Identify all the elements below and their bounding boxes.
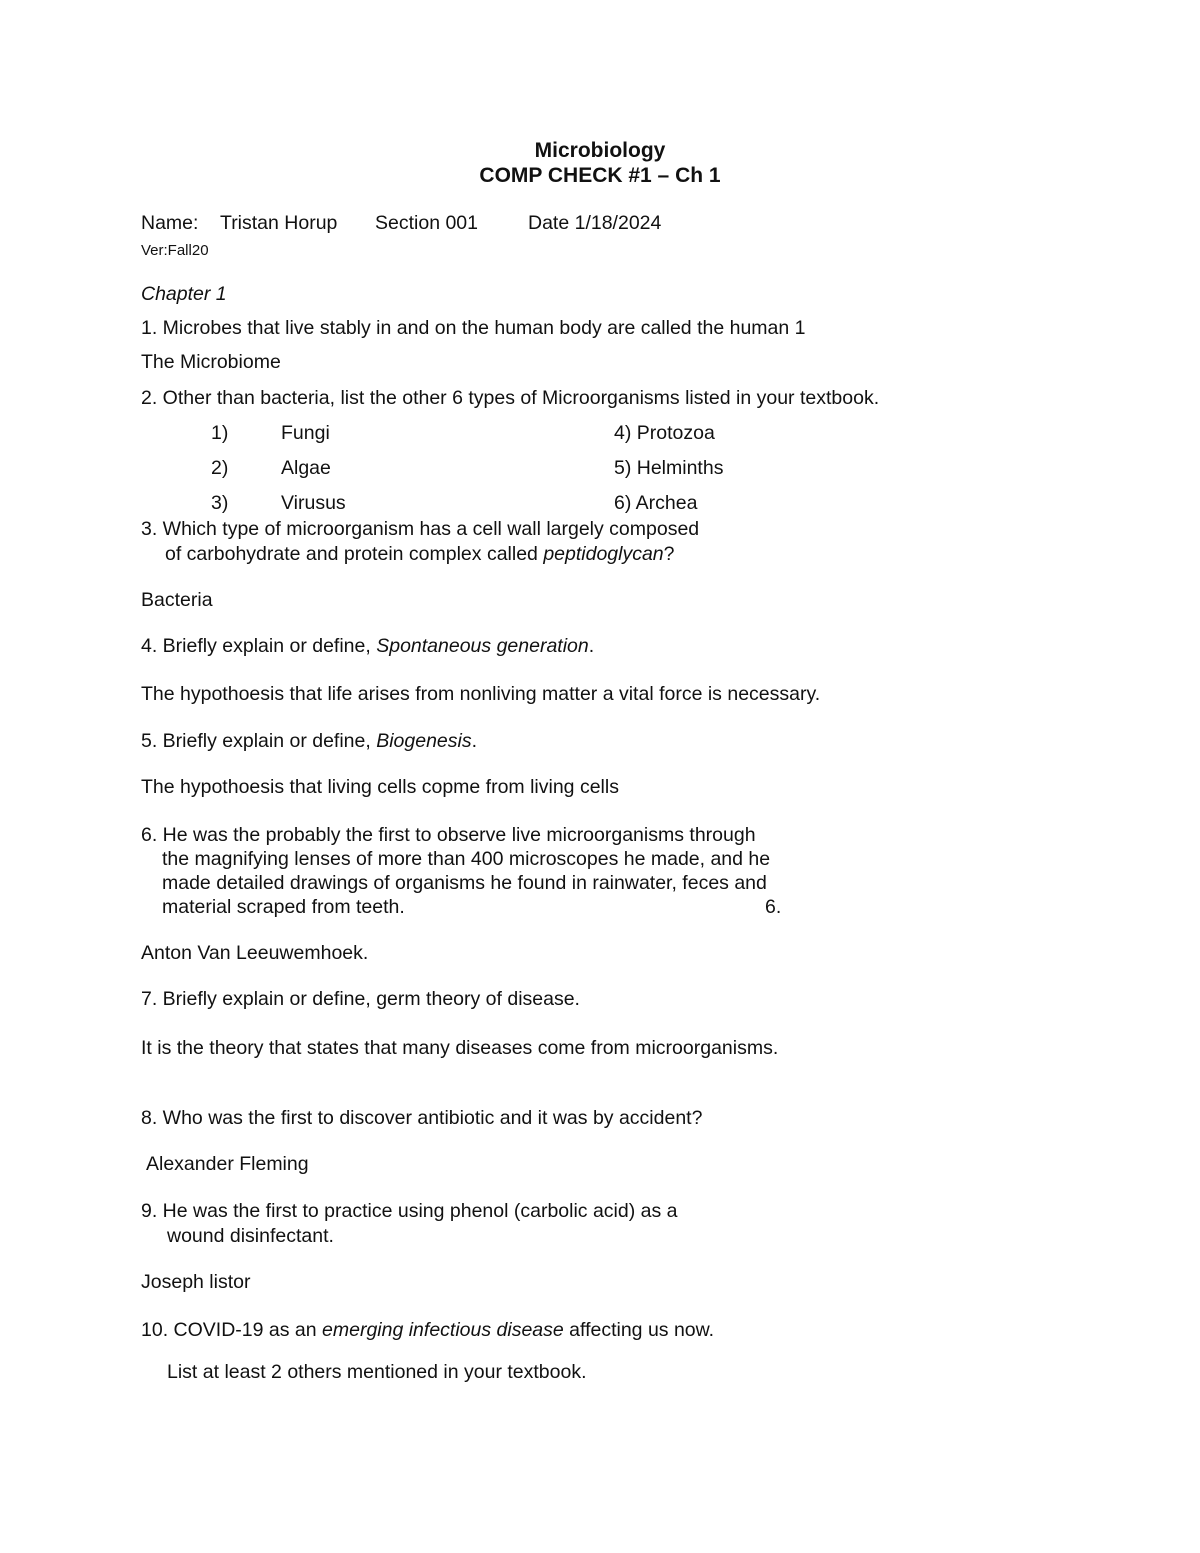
question-1: 1. Microbes that live stably in and on the human body are called the human 1 xyxy=(141,317,806,339)
section-field: Section 001 xyxy=(375,212,478,234)
question-10-text: 10. COVID-19 as an xyxy=(141,1319,323,1341)
question-10 xyxy=(141,1318,714,1342)
list-item-name: Virusus xyxy=(281,492,346,514)
answer-5: The hypothoesis that living cells copme from living cells xyxy=(141,776,619,798)
question-10-rest: affecting us now. xyxy=(563,1319,715,1341)
question-10-term: emerging infectious disease xyxy=(322,1319,564,1341)
question-10-line-2: List at least 2 others mentioned in your textbook. xyxy=(167,1361,587,1383)
date-field: Date 1/18/2024 xyxy=(528,212,662,234)
question-6-line-2: the magnifying lenses of more than 400 microscopes he made, and he xyxy=(162,848,771,870)
question-7: 7. Briefly explain or define, germ theory of disease. xyxy=(141,988,580,1010)
question-9-line-1: 9. He was the first to practice using phenol (carbolic acid) as a xyxy=(141,1200,678,1222)
question-4 xyxy=(141,634,594,658)
question-3-line-2 xyxy=(165,542,675,566)
answer-7: It is the theory that states that many diseases come from microorganisms. xyxy=(141,1037,779,1059)
list-item: 4) Protozoa xyxy=(614,422,715,444)
answer-1: The Microbiome xyxy=(141,351,281,373)
question-6-line-1: 6. He was the probably the first to observe live microorganisms through xyxy=(141,824,756,846)
question-8: 8. Who was the first to discover antibiotic and it was by accident? xyxy=(141,1107,703,1129)
list-item-number: 3) xyxy=(211,492,229,514)
question-5-punct: . xyxy=(471,730,478,752)
chapter-heading: Chapter 1 xyxy=(141,283,227,305)
question-2: 2. Other than bacteria, list the other 6 types of Microorganisms listed in your textbook. xyxy=(141,387,880,409)
question-3-text: of carbohydrate and protein complex called xyxy=(165,543,544,565)
question-5-term: Biogenesis xyxy=(376,730,472,752)
question-4-term: Spontaneous generation xyxy=(376,635,589,657)
list-item-number: 1) xyxy=(211,422,229,444)
document-title: Microbiology xyxy=(534,139,666,162)
answer-3: Bacteria xyxy=(141,589,213,611)
version-label: Ver:Fall20 xyxy=(141,242,209,259)
list-item-name: Fungi xyxy=(281,422,330,444)
question-5 xyxy=(141,729,477,753)
question-3-term: peptidoglycan xyxy=(543,543,664,565)
question-3-line-1: 3. Which type of microorganism has a cell wall largely composed xyxy=(141,518,700,540)
list-item: 5) Helminths xyxy=(614,457,724,479)
question-6-line-3: made detailed drawings of organisms he found in rainwater, feces and xyxy=(162,872,767,894)
question-4-text: 4. Briefly explain or define, xyxy=(141,635,377,657)
list-item-number: 2) xyxy=(211,457,229,479)
list-item: 6) Archea xyxy=(614,492,698,514)
name-label: Name: xyxy=(141,212,199,234)
answer-6: Anton Van Leeuwemhoek. xyxy=(141,942,369,964)
document-subtitle: COMP CHECK #1 – Ch 1 xyxy=(479,164,721,187)
answer-8: Alexander Fleming xyxy=(146,1153,309,1175)
answer-blank-number: 6. xyxy=(765,896,782,918)
name-value: Tristan Horup xyxy=(220,212,338,234)
question-5-text: 5. Briefly explain or define, xyxy=(141,730,377,752)
answer-9: Joseph listor xyxy=(141,1271,251,1293)
question-6-line-4: material scraped from teeth. xyxy=(162,896,405,918)
list-item-name: Algae xyxy=(281,457,331,479)
question-4-punct: . xyxy=(588,635,595,657)
question-9-line-2: wound disinfectant. xyxy=(167,1225,334,1247)
question-3-punct: ? xyxy=(663,543,675,565)
answer-4: The hypothoesis that life arises from nonliving matter a vital force is necessary. xyxy=(141,683,821,705)
